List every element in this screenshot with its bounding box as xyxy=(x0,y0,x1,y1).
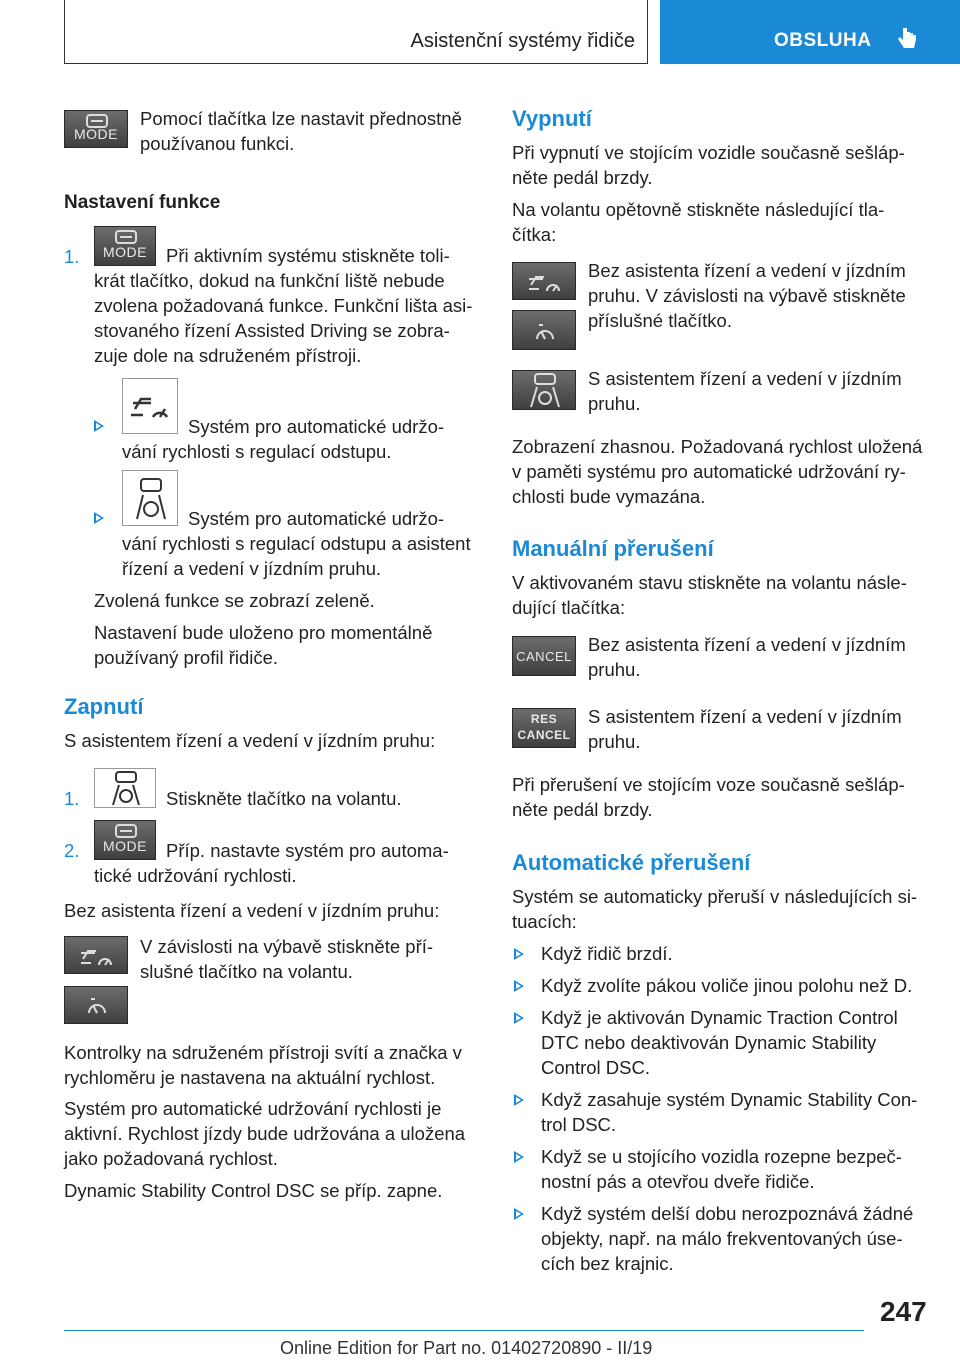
auto-line-2: tuacích: xyxy=(512,911,577,932)
bullet-1: Když řidič brzdí. xyxy=(541,943,673,964)
bullet-5-line-2: nostní pás a otevřou dveře řidiče. xyxy=(541,1171,815,1192)
steering-assist-icon xyxy=(512,370,576,410)
bullet-3-line-3: Control DSC. xyxy=(541,1057,650,1078)
bullet-triangle-icon xyxy=(514,948,524,960)
off-b-line-1: S asistentem řízení a vedení v jízdním xyxy=(588,368,902,389)
bullet-4-line-1: Když zasahuje systém Dynamic Stability Con- xyxy=(541,1089,918,1110)
bullet-3-line-2: DTC nebo deaktivován Dynamic Stability xyxy=(541,1032,877,1053)
option1-line-1: Systém pro automatické udržo- xyxy=(188,416,445,437)
auto-heading: Automatické přerušení xyxy=(512,850,751,875)
manual-p-line-2: něte pedál brzdy. xyxy=(512,799,653,820)
intro-line-2: používanou funkci. xyxy=(140,133,295,154)
speed-limit-cruise-icon xyxy=(512,262,576,300)
step1-line-2: krát tlačítko, dokud na funkční liště nebude xyxy=(94,270,445,291)
bullet-3-line-1: Když je aktivován Dynamic Traction Control xyxy=(541,1007,898,1028)
bullet-triangle-icon xyxy=(94,512,104,524)
on-step1: Stiskněte tlačítko na volantu. xyxy=(166,788,402,809)
option2-line-1: Systém pro automatické udržo- xyxy=(188,508,445,529)
p1-line-1: Kontrolky na sdruženém přístroji svítí a značka v xyxy=(64,1042,462,1063)
on-step2-line-2: tické udržování rychlosti. xyxy=(94,865,297,886)
off-line-4: čítka: xyxy=(512,224,557,245)
step1-line-5: zuje dole na sdruženém přístroji. xyxy=(94,345,362,366)
off-heading: Vypnutí xyxy=(512,106,592,131)
edition-info: Online Edition for Part no. 01402720890 - II/19 xyxy=(280,1338,653,1358)
bullet-6-line-1: Když systém delší dobu nerozpoznává žádné xyxy=(541,1203,914,1224)
manual-b-line-2: pruhu. xyxy=(588,731,641,752)
cruise-control-icon xyxy=(64,986,128,1024)
off-p-line-1: Zobrazení zhasnou. Požadovaná rychlost uložená xyxy=(512,436,923,457)
p2-line-3: jako požadovaná rychlost. xyxy=(64,1148,278,1169)
step-number: 1. xyxy=(64,788,80,809)
mode-button-icon: MODE xyxy=(94,226,156,266)
bullet-5-line-1: Když se u stojícího vozidla rozepne bezpeč- xyxy=(541,1146,902,1167)
step-number: 1. xyxy=(64,246,80,267)
bullet-triangle-icon xyxy=(514,980,524,992)
chapter-title: Asistenční systémy řidiče xyxy=(410,30,635,52)
speed-limit-cruise-icon xyxy=(64,936,128,974)
p2-line-1: Systém pro automatické udržování rychlosti je xyxy=(64,1098,442,1119)
footer-divider xyxy=(64,1330,864,1331)
on-heading: Zapnutí xyxy=(64,694,144,719)
bullet-triangle-icon xyxy=(514,1151,524,1163)
steering-assist-icon xyxy=(94,768,156,808)
bullet-6-line-2: objekty, např. na málo frekventovaných úse- xyxy=(541,1228,903,1249)
off-a-line-3: příslušné tlačítko. xyxy=(588,310,732,331)
manual-a-line-2: pruhu. xyxy=(588,659,641,680)
manual-heading: Manuální přerušení xyxy=(512,536,714,561)
off-line-1: Při vypnutí ve stojícím vozidle současně sešláp- xyxy=(512,142,905,163)
without-assist: Bez asistenta řízení a vedení v jízdním pruhu: xyxy=(64,900,440,921)
off-line-3: Na volantu opětovně stiskněte následující tla- xyxy=(512,199,885,220)
bullet-4-line-2: trol DSC. xyxy=(541,1114,617,1135)
intro-line-1: Pomocí tlačítka lze nastavit přednostně xyxy=(140,108,462,129)
manual-p-line-1: Při přerušení ve stojícím voze současně sešláp- xyxy=(512,774,905,795)
off-a-line-2: pruhu. V závislosti na výbavě stiskněte xyxy=(588,285,906,306)
steering-assist-icon xyxy=(122,470,178,526)
bullet-triangle-icon xyxy=(514,1208,524,1220)
option2-line-3: řízení a vedení v jízdním pruhu. xyxy=(122,558,382,579)
option2-line-2: vání rychlosti s regulací odstupu a asistent xyxy=(122,533,471,554)
off-line-2: něte pedál brzdy. xyxy=(512,167,653,188)
distance-control-icon xyxy=(122,378,178,434)
settings-heading: Nastavení funkce xyxy=(64,192,221,213)
header-title-box xyxy=(64,0,648,64)
bullet-6-line-3: cích bez krajnic. xyxy=(541,1253,674,1274)
step-number: 2. xyxy=(64,840,80,861)
manual-line-2: dující tlačítka: xyxy=(512,597,626,618)
res-cancel-button-icon: RES CANCEL xyxy=(512,708,576,748)
step1-line-3: zvolena požadovaná funkce. Funkční lišta asi- xyxy=(94,295,473,316)
bullet-2: Když zvolíte pákou voliče jinou polohu než D. xyxy=(541,975,913,996)
mode-button-icon: MODE xyxy=(94,820,156,860)
mode-button-icon: MODE xyxy=(64,110,128,148)
off-p-line-2: v paměti systému pro automatické udržování ry- xyxy=(512,461,906,482)
section-tab[interactable] xyxy=(660,0,960,64)
page-number: 247 xyxy=(880,1296,927,1327)
p2-line-2: aktivní. Rychlost jízdy bude udržována a uložena xyxy=(64,1123,466,1144)
bullet-triangle-icon xyxy=(514,1012,524,1024)
saved-line-2: používaný profil řidiče. xyxy=(94,647,279,668)
manual-b-line-1: S asistentem řízení a vedení v jízdním xyxy=(588,706,902,727)
manual-a-line-1: Bez asistenta řízení a vedení v jízdním xyxy=(588,634,906,655)
step1-line-1: Při aktivním systému stiskněte toli- xyxy=(166,245,450,266)
cancel-button-icon: CANCEL xyxy=(512,636,576,676)
section-tab-label: OBSLUHA xyxy=(774,30,872,51)
cruise-control-icon xyxy=(512,310,576,350)
p3: Dynamic Stability Control DSC se příp. zapne. xyxy=(64,1180,443,1201)
bullet-triangle-icon xyxy=(514,1094,524,1106)
p1-line-2: rychloměru je nastavena na aktuální rychlost. xyxy=(64,1067,436,1088)
on-intro: S asistentem řízení a vedení v jízdním pruhu: xyxy=(64,730,436,751)
hand-pointer-icon xyxy=(896,26,918,52)
off-p-line-3: chlosti bude vymazána. xyxy=(512,486,706,507)
auto-line-1: Systém se automaticky přeruší v následujících si- xyxy=(512,886,918,907)
saved-line-1: Nastavení bude uloženo pro momentálně xyxy=(94,622,433,643)
manual-line-1: V aktivovaném stavu stiskněte na volantu násle- xyxy=(512,572,907,593)
option1-line-2: vání rychlosti s regulací odstupu. xyxy=(122,441,392,462)
off-b-line-2: pruhu. xyxy=(588,393,641,414)
dependent-line-2: slušné tlačítko na volantu. xyxy=(140,961,353,982)
step1-line-4: stovaného řízení Assisted Driving se zobra- xyxy=(94,320,450,341)
on-step2-line-1: Příp. nastavte systém pro automa- xyxy=(166,840,449,861)
bullet-triangle-icon xyxy=(94,420,104,432)
off-a-line-1: Bez asistenta řízení a vedení v jízdním xyxy=(588,260,906,281)
dependent-line-1: V závislosti na výbavě stiskněte pří- xyxy=(140,936,434,957)
green-text: Zvolená funkce se zobrazí zeleně. xyxy=(94,590,375,611)
